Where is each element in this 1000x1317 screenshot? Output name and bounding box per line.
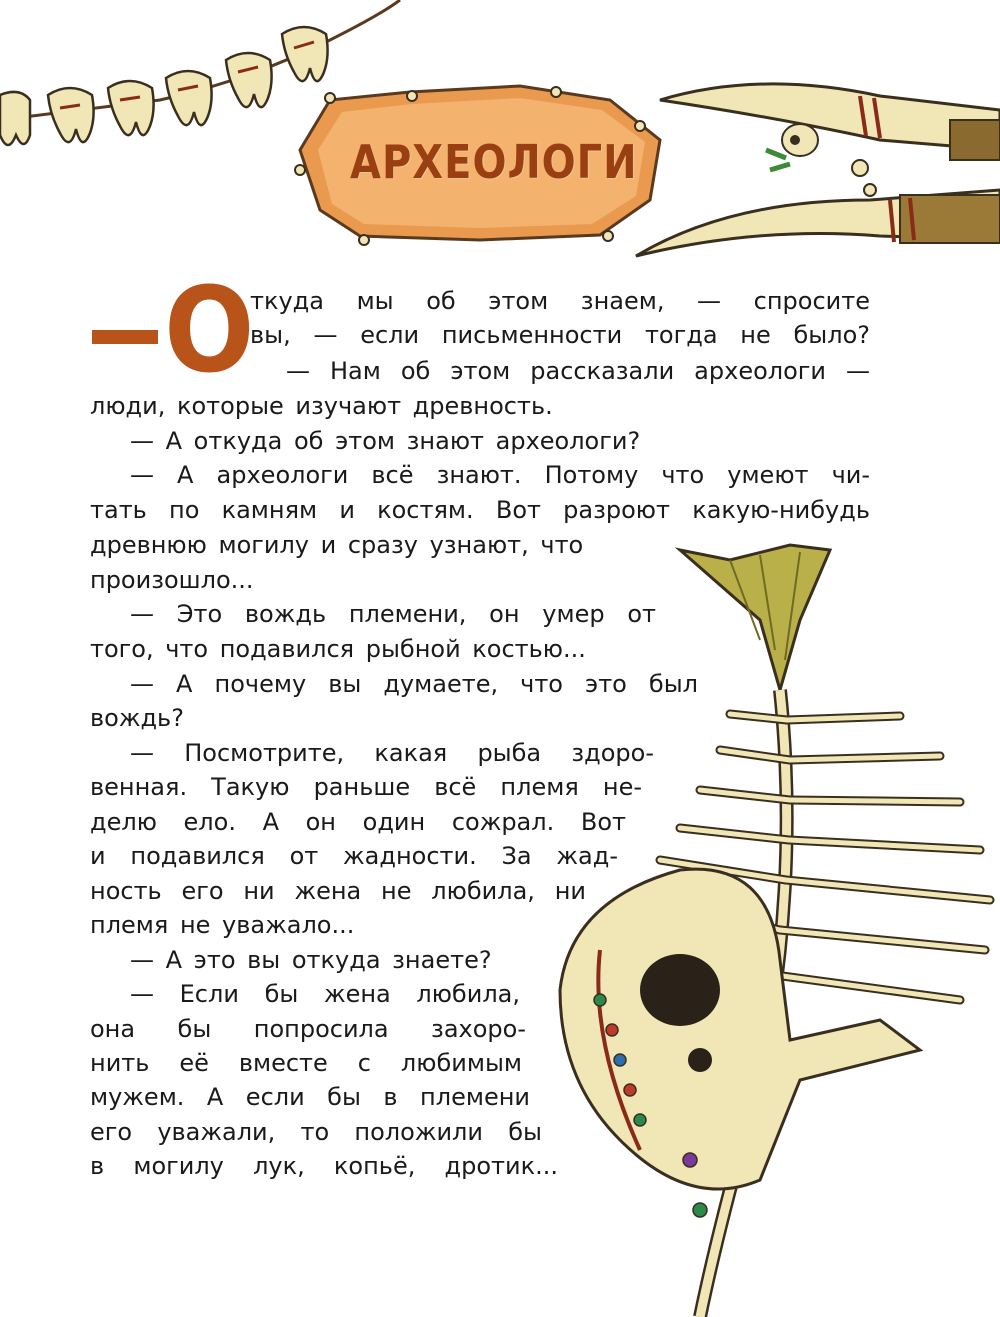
text-line: — Если бы жена любила, — [130, 980, 520, 1008]
text-line: древнюю могилу и сразу узнают, что — [90, 531, 584, 559]
text-line: его уважали, то положили бы — [90, 1118, 542, 1146]
text-line: делю ело. А он один сожрал. Вот — [90, 808, 626, 836]
text-line: нить её вместе с любимым — [90, 1049, 522, 1077]
dropcap-letter: О — [164, 261, 255, 399]
text-line: произошло... — [90, 566, 254, 594]
text-line: ность его ни жена не любила, ни — [90, 877, 586, 905]
dropcap-dash — [92, 330, 158, 344]
text-line: мужем. А если бы в племени — [90, 1083, 530, 1111]
text-line: — А откуда об этом знают археологи? — [130, 427, 641, 455]
text-line: того, что подавился рыбной костью... — [90, 635, 586, 663]
text-line: — Это вождь племени, он умер от — [130, 600, 656, 628]
text-line: люди, которые изучают древность. — [90, 392, 553, 420]
text-line: — Посмотрите, какая рыба здоро- — [130, 739, 654, 767]
text-line: — А археологи всё знают. Потому что умеют чи- — [130, 461, 870, 489]
text-line: тать по камням и костям. Вот разроют какую-нибудь — [90, 496, 870, 524]
text-line: и подавился от жадности. За жад- — [90, 842, 618, 870]
text-line: племя не уважало... — [90, 911, 355, 939]
text-line: в могилу лук, копьё, дротик... — [90, 1152, 558, 1180]
text-line: ткуда мы об этом знаем, — спросите — [250, 287, 870, 315]
text-line: — Нам об этом рассказали археологи — — [286, 357, 870, 385]
text-line: — А почему вы думаете, что это был — [130, 670, 698, 698]
text-line: она бы попросила захоро- — [90, 1015, 526, 1043]
text-line: — А это вы откуда знаете? — [130, 946, 492, 974]
text-line: вождь? — [90, 704, 184, 732]
fish-skeleton-skull-icon — [560, 545, 990, 1317]
tusks-with-skull-icon — [636, 84, 1000, 256]
page-title: АРХЕОЛОГИ — [350, 136, 638, 190]
text-line: венная. Такую раньше всё племя не- — [90, 773, 642, 801]
text-line: вы, — если письменности тогда не было? — [250, 321, 870, 349]
